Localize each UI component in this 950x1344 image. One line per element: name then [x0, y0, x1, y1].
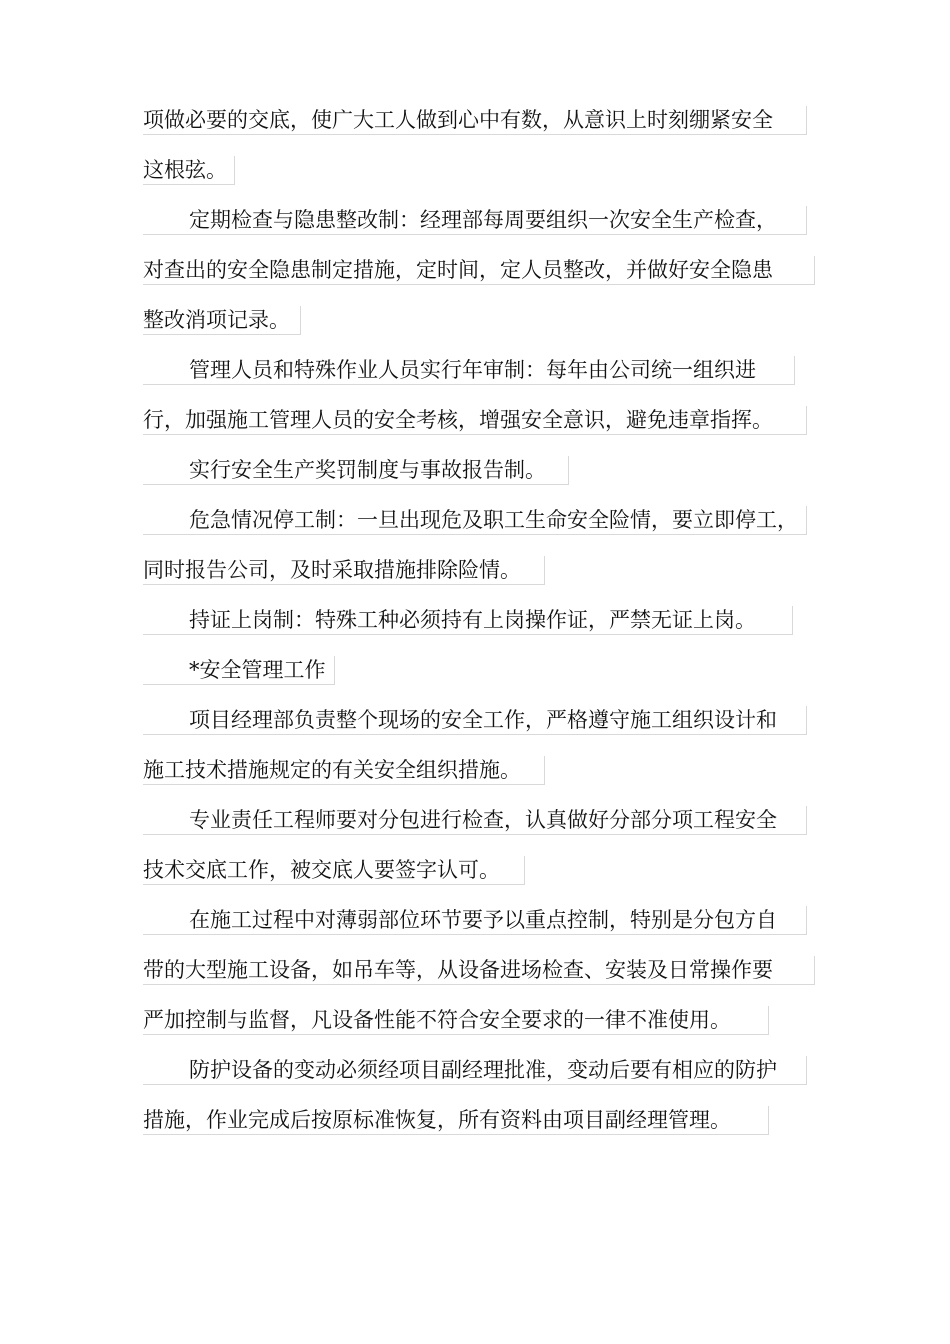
- text-line: 施工技术措施规定的有关安全组织措施。: [143, 756, 545, 785]
- text-line: 实行安全生产奖罚制度与事故报告制。: [143, 456, 569, 485]
- text-line: 对查出的安全隐患制定措施，定时间，定人员整改，并做好安全隐患: [143, 256, 815, 285]
- text-line: 定期检查与隐患整改制：经理部每周要组织一次安全生产检查，: [143, 206, 807, 235]
- text-line: 技术交底工作，被交底人要签字认可。: [143, 856, 525, 885]
- text-line: 项做必要的交底，使广大工人做到心中有数，从意识上时刻绷紧安全: [143, 106, 807, 135]
- text-line: 措施，作业完成后按原标准恢复，所有资料由项目副经理管理。: [143, 1106, 769, 1135]
- text-line: 整改消项记录。: [143, 306, 301, 335]
- text-line: 危急情况停工制：一旦出现危及职工生命安全险情，要立即停工，: [143, 506, 807, 535]
- text-line: 专业责任工程师要对分包进行检查，认真做好分部分项工程安全: [143, 806, 807, 835]
- text-line: 行，加强施工管理人员的安全考核，增强安全意识，避免违章指挥。: [143, 406, 807, 435]
- text-line: 项目经理部负责整个现场的安全工作，严格遵守施工组织设计和: [143, 706, 807, 735]
- text-line: 防护设备的变动必须经项目副经理批准，变动后要有相应的防护: [143, 1056, 807, 1085]
- text-line: 在施工过程中对薄弱部位环节要予以重点控制，特别是分包方自: [143, 906, 807, 935]
- text-line: 这根弦。: [143, 156, 235, 185]
- text-line: 同时报告公司，及时采取措施排除险情。: [143, 556, 545, 585]
- text-line: 管理人员和特殊作业人员实行年审制：每年由公司统一组织进: [143, 356, 795, 385]
- text-line: 带的大型施工设备，如吊车等，从设备进场检查、安装及日常操作要: [143, 956, 815, 985]
- text-line: 严加控制与监督，凡设备性能不符合安全要求的一律不准使用。: [143, 1006, 769, 1035]
- section-heading: *安全管理工作: [143, 656, 335, 685]
- text-line: 持证上岗制：特殊工种必须持有上岗操作证，严禁无证上岗。: [143, 606, 793, 635]
